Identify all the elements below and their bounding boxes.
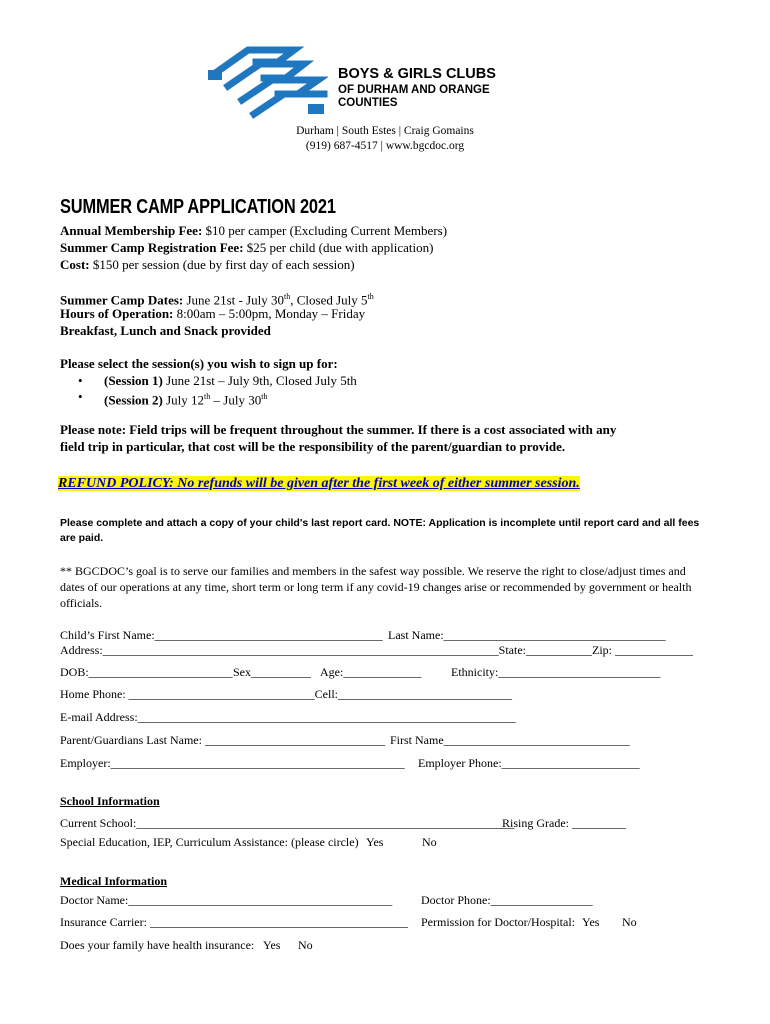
parent-first-name-field[interactable]: First Name_______________________________ <box>390 733 630 747</box>
sex-field[interactable]: Sex__________ <box>233 665 311 679</box>
report-card-note: Please complete and attach a copy of your child's last report card. NOTE: Application is incomplete until report card and all fees are paid. <box>60 517 700 544</box>
refund-policy-highlight <box>58 476 580 491</box>
membership-fee-label: Annual Membership Fee: <box>60 223 203 238</box>
medical-info-heading: Medical Information <box>60 874 167 888</box>
doctor-phone-field[interactable]: Doctor Phone:_________________ <box>421 893 593 907</box>
child-first-name-field[interactable]: Child’s First Name:______________________________________ <box>60 628 383 642</box>
camp-dates-sup2: th <box>367 292 374 301</box>
session-list <box>60 373 357 408</box>
meals-provided <box>60 323 271 339</box>
refund-first-letter: R <box>58 476 68 491</box>
cost-label: Cost: <box>60 257 90 272</box>
permission-no-option[interactable]: No <box>622 915 637 929</box>
header-locations: Durham | South Estes | Craig Gomains <box>296 125 474 137</box>
org-name-line3: COUNTIES <box>338 97 398 109</box>
session-2-sup2: th <box>261 392 268 401</box>
doctor-name-field[interactable]: Doctor Name:____________________________________________ <box>60 893 393 907</box>
refund-policy <box>58 474 580 494</box>
cost <box>60 257 355 273</box>
registration-fee-label: Summer Camp Registration Fee: <box>60 240 244 255</box>
bgc-logo-icon <box>208 44 328 120</box>
special-ed-label: Special Education, IEP, Curriculum Assistance: (please circle) <box>60 835 359 849</box>
session-2-label: (Session 2) <box>104 392 163 408</box>
session-2-dates-a: July 12 <box>162 392 205 408</box>
session-2-dates-b: – July 30 <box>210 392 262 408</box>
covid-note: ** BGCDOC’s goal is to serve our families and members in the safest way possible. We reserve the right to close/adjust times and dates of our operations at any time, short term or long term if any covid-19 changes arise or recommended by government or health officials. <box>60 564 692 610</box>
session-1-option[interactable] <box>60 373 357 389</box>
field-trip-note-line1-text: Please note: Field trips will be frequent throughout the summer. If there is a cost associated with any <box>60 422 617 437</box>
permission-yes-option[interactable]: Yes <box>582 915 600 929</box>
meals-text: Breakfast, Lunch and Snack provided <box>60 323 271 338</box>
ethnicity-field[interactable]: Ethnicity:___________________________ <box>451 665 661 679</box>
org-name-line2: OF DURHAM AND ORANGE <box>338 84 490 96</box>
registration-fee <box>60 240 433 256</box>
membership-fee <box>60 223 447 239</box>
last-name-field[interactable]: Last Name:_____________________________________ <box>388 628 666 642</box>
address-field[interactable]: Address:__________________________________________________________________State:___________Zip: _____________ <box>60 643 693 657</box>
current-school-field[interactable]: Current School:_______________________________________________________________ <box>60 816 515 830</box>
session-1-dates: June 21st – July 9th, Closed July 5th <box>162 373 357 388</box>
session-2-option[interactable] <box>60 389 357 408</box>
field-trip-note-line2 <box>60 439 565 455</box>
family-insurance-yes-option[interactable]: Yes <box>263 938 281 952</box>
camp-dates-label: Summer Camp Dates: <box>60 292 184 308</box>
employer-phone-field[interactable]: Employer Phone:_______________________ <box>418 756 640 770</box>
cost-value: $150 per session (due by first day of each session) <box>89 257 355 272</box>
family-insurance-no-option[interactable]: No <box>298 938 313 952</box>
field-trip-note-line2-text: field trip in particular, that cost will be the responsibility of the parent/guardian to provide. <box>60 439 566 454</box>
permission-label: Permission for Doctor/Hospital: <box>421 915 575 929</box>
special-ed-no-option[interactable]: No <box>422 835 437 849</box>
hours-value: 8:00am – 5:00pm, Monday – Friday <box>173 306 366 321</box>
session-prompt <box>60 356 338 372</box>
email-field[interactable]: E-mail Address:_______________________________________________________________ <box>60 710 516 724</box>
age-field[interactable]: Age:_____________ <box>320 665 422 679</box>
dob-field[interactable]: DOB:________________________ <box>60 665 233 679</box>
family-insurance-label: Does your family have health insurance: <box>60 938 255 952</box>
camp-dates-sup1: th <box>284 292 291 301</box>
field-trip-note-line1 <box>60 422 616 438</box>
hours-of-operation <box>60 306 365 322</box>
membership-fee-value: $10 per camper (Excluding Current Members) <box>202 223 448 238</box>
session-prompt-text: Please select the session(s) you wish to sign up for: <box>60 356 338 371</box>
page-title: SUMMER CAMP APPLICATION 2021 <box>60 196 336 218</box>
bgc-logo <box>208 44 328 120</box>
org-name-line1: BOYS & GIRLS CLUBS <box>338 66 496 82</box>
camp-dates-value-a: June 21st - July 30 <box>183 292 284 308</box>
rising-grade-field[interactable]: Rising Grade: _________ <box>502 816 626 830</box>
session-2-sup1: th <box>204 392 211 401</box>
special-ed-yes-option[interactable]: Yes <box>366 835 384 849</box>
employer-field[interactable]: Employer:_________________________________________________ <box>60 756 405 770</box>
registration-fee-value: $25 per child (due with application) <box>243 240 434 255</box>
session-1-label: (Session 1) <box>104 373 163 388</box>
school-info-heading: School Information <box>60 794 160 808</box>
hours-label: Hours of Operation: <box>60 306 174 321</box>
refund-policy-text: EFUND POLICY: No refunds will be given after the first week of either summer session. <box>67 476 580 491</box>
parent-last-name-field[interactable]: Parent/Guardians Last Name: ______________________________ <box>60 733 385 747</box>
insurance-carrier-field[interactable]: Insurance Carrier: ___________________________________________ <box>60 915 408 929</box>
camp-dates-value-b: , Closed July 5 <box>290 292 368 308</box>
home-phone-cell-field[interactable]: Home Phone: _______________________________Cell:_____________________________ <box>60 687 512 701</box>
header-contact: (919) 687-4517 | www.bgcdoc.org <box>305 140 465 152</box>
